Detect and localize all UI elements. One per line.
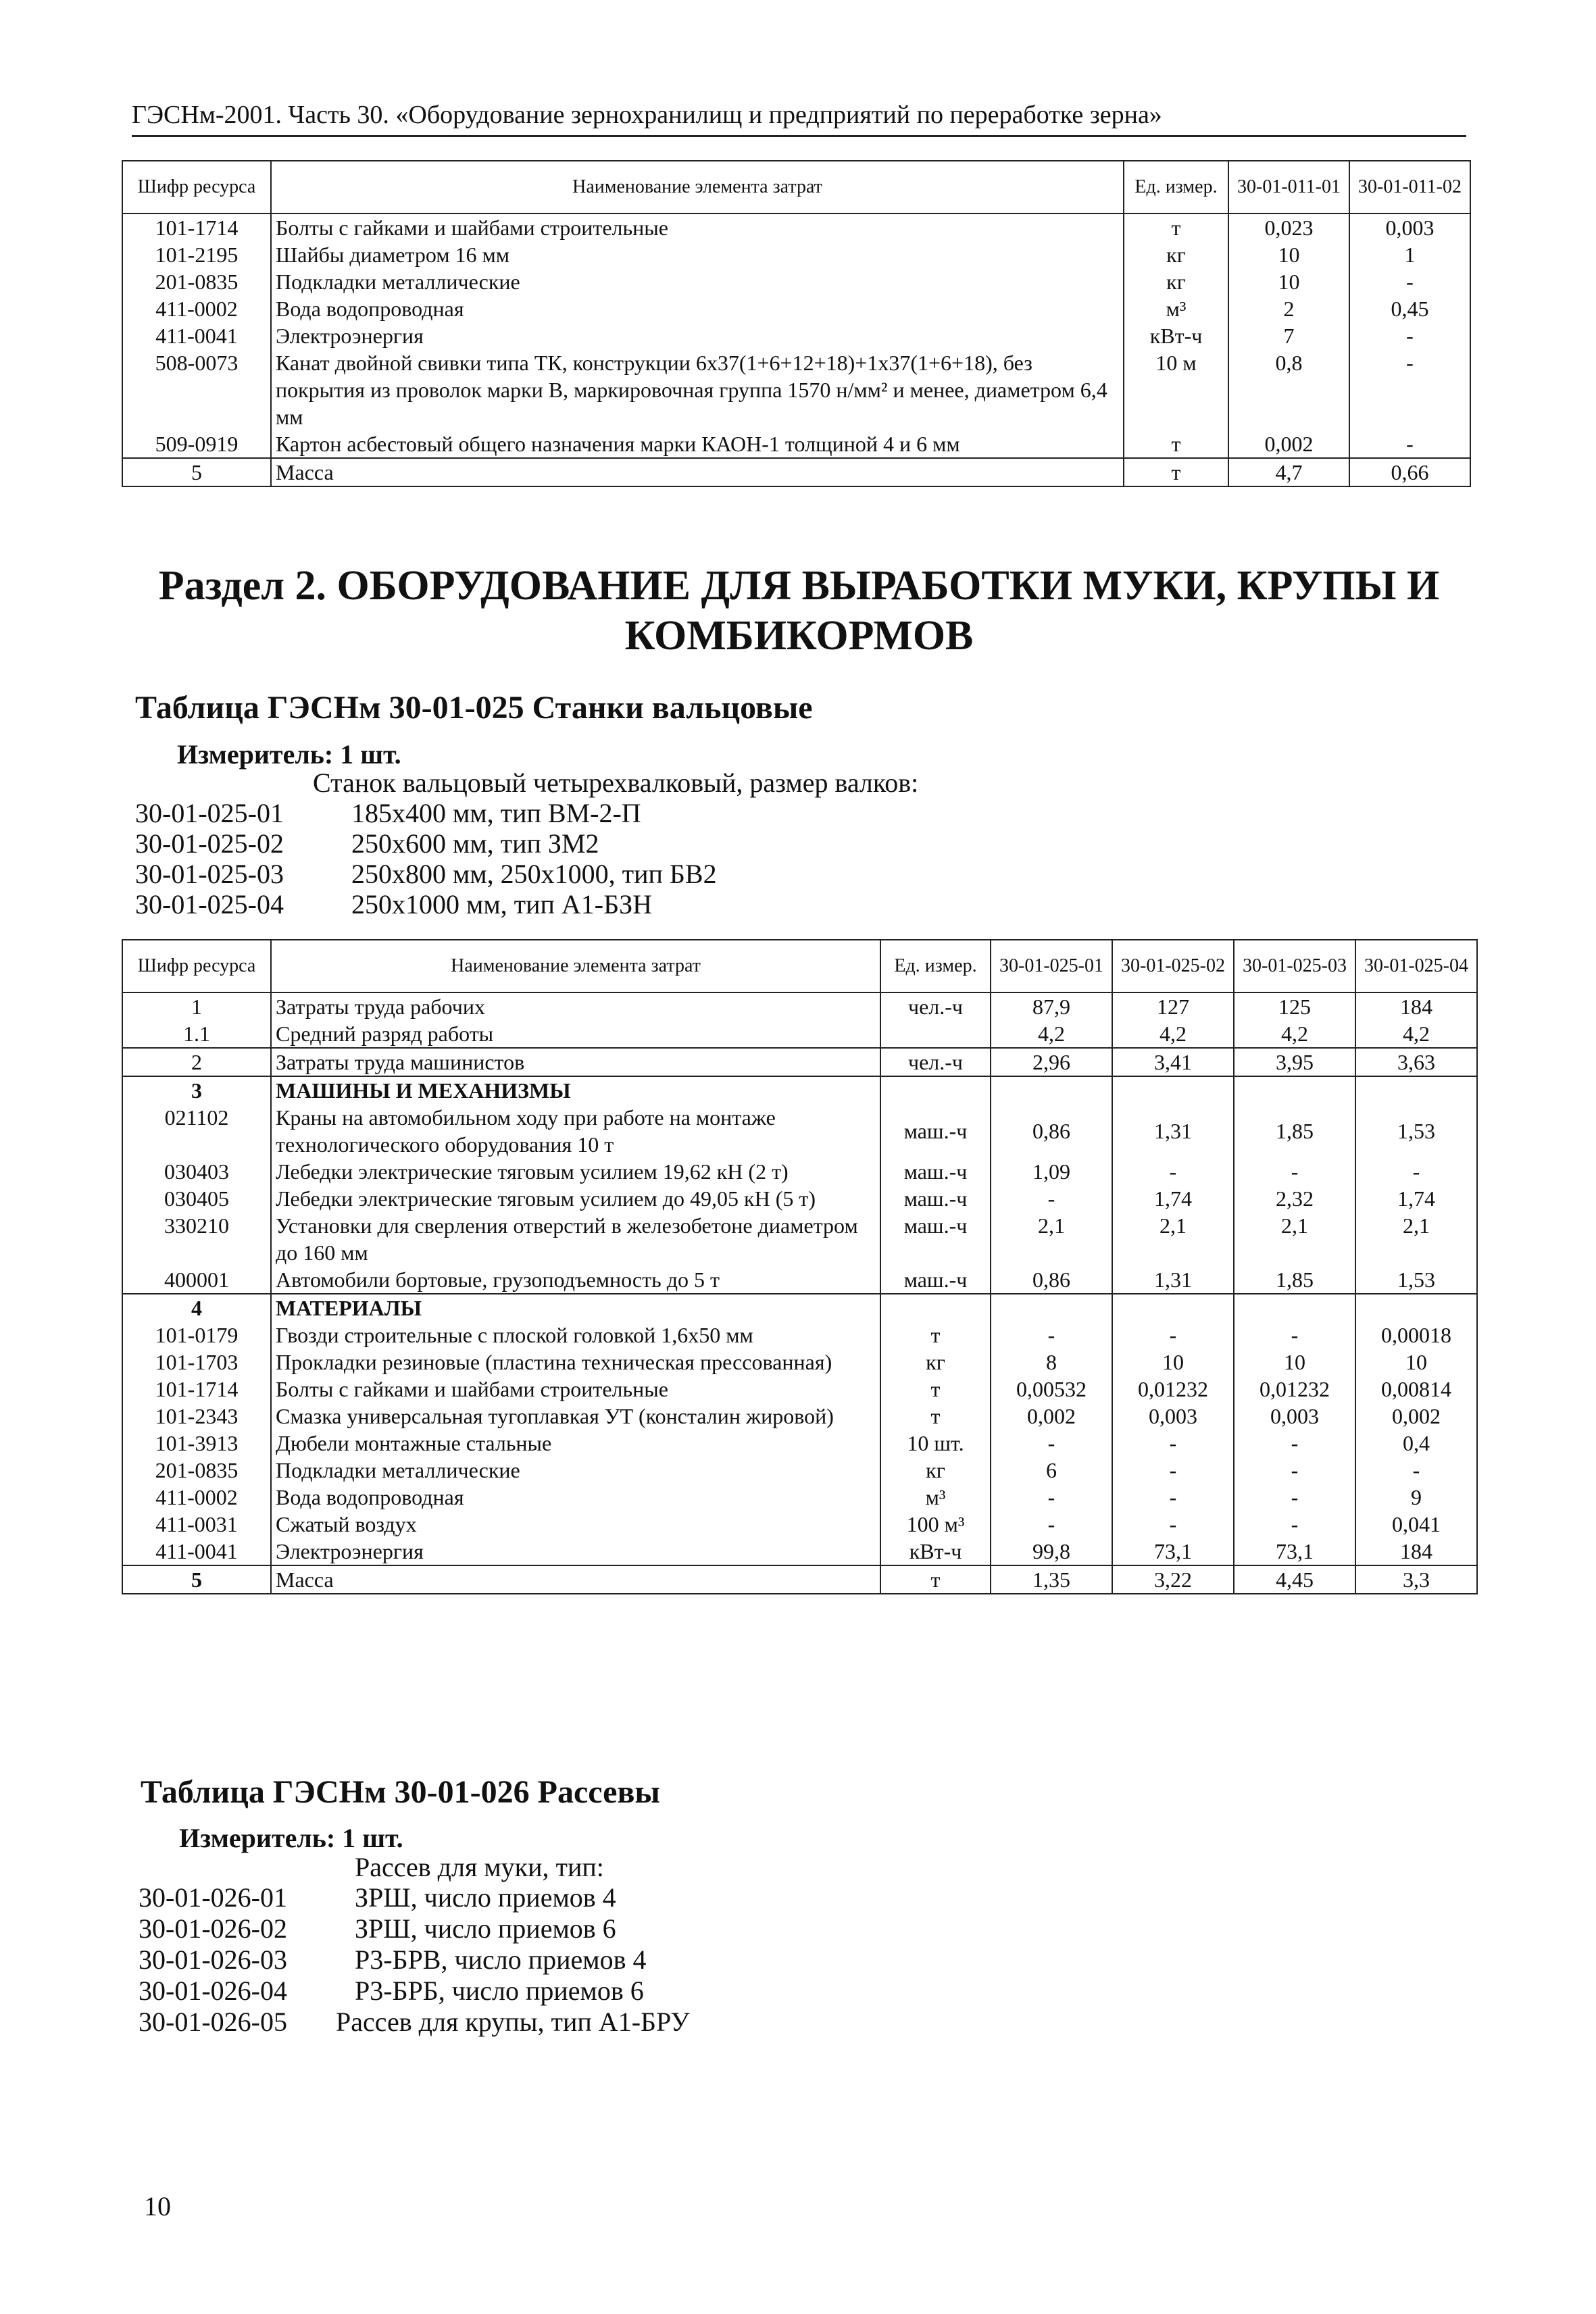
item-desc: Р3-БРБ, число приемов 6 — [355, 1976, 644, 2006]
cell-value: 2,1 — [991, 1212, 1112, 1266]
cell-value: 3,63 — [1355, 1048, 1477, 1076]
cell-value: 4,7 — [1228, 458, 1349, 486]
cell-code: 101-3913 — [122, 1430, 271, 1457]
table-row-mass — [122, 1565, 1477, 1594]
cell-value: 184 — [1355, 992, 1477, 1020]
item-code: 30-01-026-03 — [139, 1944, 287, 1975]
cell-code: 201-0835 — [122, 1457, 271, 1484]
cell-code: 201-0835 — [122, 268, 271, 295]
cell-value: - — [991, 1185, 1112, 1212]
cell-name: Дюбели монтажные стальные — [271, 1430, 880, 1457]
table-row — [122, 1457, 1477, 1484]
item-desc: 250х1000 мм, тип А1-БЗН — [351, 889, 653, 920]
cell-value: 3,41 — [1112, 1048, 1234, 1076]
col-header-name: Наименование элемента затрат — [271, 940, 880, 992]
cell-value: - — [1349, 430, 1470, 458]
table-row — [122, 1349, 1477, 1376]
col-header-025-02: 30-01-025-02 — [1112, 940, 1234, 992]
cell-value: - — [1355, 1158, 1477, 1185]
table-row — [122, 349, 1470, 430]
cell-value: 1,74 — [1112, 1185, 1234, 1212]
intro-025: Станок вальцовый четырехвалковый, размер валков: — [313, 768, 919, 798]
cell-code: 101-1714 — [122, 1376, 271, 1403]
cell-value: 3,3 — [1355, 1565, 1477, 1594]
table-row-section-materials — [122, 1294, 1477, 1322]
cell-value: - — [1234, 1430, 1355, 1457]
page-number: 10 — [144, 2191, 171, 2221]
col-header-unit: Ед. измер. — [880, 940, 991, 992]
cell-value: 87,9 — [991, 992, 1112, 1020]
cell-code: 411-0002 — [122, 1484, 271, 1511]
table-row-mass — [122, 458, 1470, 486]
cell-value: - — [1112, 1457, 1234, 1484]
cell-value: 0,002 — [1228, 430, 1349, 458]
cell-value: 1,35 — [991, 1565, 1112, 1594]
cell-value: 0,86 — [991, 1104, 1112, 1158]
cell-value: - — [1234, 1457, 1355, 1484]
resources-table-025 — [122, 939, 1478, 1594]
table-row — [122, 241, 1470, 268]
cell-value: 1,31 — [1112, 1104, 1234, 1158]
table-row — [122, 295, 1470, 322]
cell-code: 101-2343 — [122, 1403, 271, 1430]
cell-code: 101-2195 — [122, 241, 271, 268]
cell-unit: кг — [880, 1349, 991, 1376]
cell-value: 4,2 — [1355, 1020, 1477, 1048]
cell-code: 3 — [122, 1076, 271, 1104]
cell-value: 3,22 — [1112, 1565, 1234, 1594]
cell-value — [991, 1294, 1112, 1322]
cell-value: - — [1112, 1158, 1234, 1185]
cell-value: 0,023 — [1228, 213, 1349, 241]
table-row — [122, 430, 1470, 458]
cell-unit: кВт-ч — [1124, 322, 1228, 349]
col-header-name: Наименование элемента затрат — [271, 161, 1124, 213]
cell-code: 030405 — [122, 1185, 271, 1212]
cell-unit: т — [1124, 430, 1228, 458]
cell-name: МАШИНЫ И МЕХАНИЗМЫ — [271, 1076, 880, 1104]
cell-unit: маш.-ч — [880, 1158, 991, 1185]
cell-value: 4,2 — [1234, 1020, 1355, 1048]
cell-value: - — [1112, 1430, 1234, 1457]
col-header-code: Шифр ресурса — [122, 940, 271, 992]
table-row — [122, 992, 1477, 1020]
cell-code: 411-0031 — [122, 1511, 271, 1538]
cell-code: 5 — [122, 458, 271, 486]
cell-value: 0,002 — [1355, 1403, 1477, 1430]
cell-unit: т — [880, 1322, 991, 1349]
cell-value: 1 — [1349, 241, 1470, 268]
cell-value: 0,002 — [991, 1403, 1112, 1430]
table-title-025: Таблица ГЭСНм 30-01-025 Станки вальцовые — [135, 690, 813, 726]
col-header-025-03: 30-01-025-03 — [1234, 940, 1355, 992]
resources-table-011 — [122, 160, 1471, 487]
cell-value: 10 — [1228, 268, 1349, 295]
measurer-025: Измеритель: 1 шт. — [177, 739, 401, 770]
cell-name: Электроэнергия — [271, 322, 1124, 349]
table-title-026: Таблица ГЭСНм 30-01-026 Рассевы — [141, 1774, 660, 1810]
cell-value: 0,003 — [1112, 1403, 1234, 1430]
cell-unit: маш.-ч — [880, 1266, 991, 1294]
table-row — [122, 1484, 1477, 1511]
cell-code: 5 — [122, 1565, 271, 1594]
cell-unit: кВт-ч — [880, 1538, 991, 1565]
cell-code: 2 — [122, 1048, 271, 1076]
cell-code: 509-0919 — [122, 430, 271, 458]
cell-value — [991, 1076, 1112, 1104]
cell-value: 1,85 — [1234, 1104, 1355, 1158]
item-code: 30-01-026-04 — [139, 1976, 287, 2006]
cell-value: 1,53 — [1355, 1266, 1477, 1294]
item-code: 30-01-026-05 — [139, 2007, 287, 2037]
cell-value: 1,31 — [1112, 1266, 1234, 1294]
cell-unit: маш.-ч — [880, 1185, 991, 1212]
cell-value: 10 — [1355, 1349, 1477, 1376]
cell-value: - — [1112, 1511, 1234, 1538]
cell-value: 1,09 — [991, 1158, 1112, 1185]
cell-value: 0,003 — [1234, 1403, 1355, 1430]
table-row — [122, 1538, 1477, 1565]
cell-value: 4,45 — [1234, 1565, 1355, 1594]
cell-unit: т — [880, 1403, 991, 1430]
cell-name: Средний разряд работы — [271, 1020, 880, 1048]
cell-name: Смазка универсальная тугоплавкая УТ (консталин жировой) — [271, 1403, 880, 1430]
item-desc: ЗРШ, число приемов 6 — [355, 1913, 616, 1944]
cell-value: 1,74 — [1355, 1185, 1477, 1212]
cell-value: 7 — [1228, 322, 1349, 349]
cell-value — [1355, 1294, 1477, 1322]
cell-name: Затраты труда машинистов — [271, 1048, 880, 1076]
cell-value: 9 — [1355, 1484, 1477, 1511]
cell-value: 8 — [991, 1349, 1112, 1376]
cell-value: - — [1349, 322, 1470, 349]
cell-code: 508-0073 — [122, 349, 271, 430]
cell-value: 2 — [1228, 295, 1349, 322]
cell-unit — [880, 1020, 991, 1048]
cell-value: 125 — [1234, 992, 1355, 1020]
cell-code: 1 — [122, 992, 271, 1020]
cell-value: 3,95 — [1234, 1048, 1355, 1076]
table-row — [122, 1104, 1477, 1158]
cell-name: Лебедки электрические тяговым усилием 19,62 кН (2 т) — [271, 1158, 880, 1185]
col-header-011-01: 30-01-011-01 — [1228, 161, 1349, 213]
cell-value: - — [1234, 1158, 1355, 1185]
cell-code: 1.1 — [122, 1020, 271, 1048]
cell-value: 10 — [1112, 1349, 1234, 1376]
cell-value: - — [1234, 1511, 1355, 1538]
cell-code: 101-1703 — [122, 1349, 271, 1376]
cell-name: МАТЕРИАЛЫ — [271, 1294, 880, 1322]
cell-unit — [880, 1076, 991, 1104]
cell-name: Подкладки металлические — [271, 268, 1124, 295]
cell-unit: чел.-ч — [880, 1048, 991, 1076]
running-header: ГЭСНм-2001. Часть 30. «Оборудование зернохранилищ и предприятий по переработке зерна» — [132, 101, 1162, 129]
cell-value: 0,00018 — [1355, 1322, 1477, 1349]
item-code: 30-01-026-02 — [139, 1913, 287, 1944]
cell-name: Вода водопроводная — [271, 295, 1124, 322]
cell-name: Картон асбестовый общего назначения марки КАОН-1 толщиной 4 и 6 мм — [271, 430, 1124, 458]
cell-code: 021102 — [122, 1104, 271, 1158]
cell-value: - — [1234, 1322, 1355, 1349]
header-rule — [132, 135, 1466, 137]
cell-name: Автомобили бортовые, грузоподъемность до 5 т — [271, 1266, 880, 1294]
cell-name: Гвозди строительные с плоской головкой 1,6х50 мм — [271, 1322, 880, 1349]
cell-name: Прокладки резиновые (пластина техническая прессованная) — [271, 1349, 880, 1376]
cell-value: 1,85 — [1234, 1266, 1355, 1294]
cell-code: 4 — [122, 1294, 271, 1322]
cell-name: Сжатый воздух — [271, 1511, 880, 1538]
cell-unit: м³ — [1124, 295, 1228, 322]
cell-value: 0,041 — [1355, 1511, 1477, 1538]
table-row — [122, 268, 1470, 295]
table-row — [122, 1158, 1477, 1185]
cell-name: Болты с гайками и шайбами строительные — [271, 213, 1124, 241]
cell-value: 0,45 — [1349, 295, 1470, 322]
table-row — [122, 1511, 1477, 1538]
cell-value: - — [1234, 1484, 1355, 1511]
cell-value: 0,01232 — [1234, 1376, 1355, 1403]
cell-code: 030403 — [122, 1158, 271, 1185]
cell-value: 0,4 — [1355, 1430, 1477, 1457]
intro-026: Рассев для муки, тип: — [355, 1852, 604, 1882]
cell-value: 73,1 — [1234, 1538, 1355, 1565]
cell-value: 2,32 — [1234, 1185, 1355, 1212]
cell-unit: маш.-ч — [880, 1104, 991, 1158]
cell-unit: т — [880, 1376, 991, 1403]
table-row — [122, 1376, 1477, 1403]
col-header-011-02: 30-01-011-02 — [1349, 161, 1470, 213]
table-row — [122, 1212, 1477, 1266]
cell-value — [1234, 1294, 1355, 1322]
cell-value: 6 — [991, 1457, 1112, 1484]
cell-name: Затраты труда рабочих — [271, 992, 880, 1020]
cell-unit: м³ — [880, 1484, 991, 1511]
col-header-025-01: 30-01-025-01 — [991, 940, 1112, 992]
cell-value: 0,00532 — [991, 1376, 1112, 1403]
cell-code: 411-0002 — [122, 295, 271, 322]
col-header-code: Шифр ресурса — [122, 161, 271, 213]
cell-unit: чел.-ч — [880, 992, 991, 1020]
cell-value — [1112, 1294, 1234, 1322]
cell-unit: т — [880, 1565, 991, 1594]
cell-value: 1,53 — [1355, 1104, 1477, 1158]
table-row — [122, 1020, 1477, 1048]
cell-code: 101-1714 — [122, 213, 271, 241]
cell-value: - — [1355, 1457, 1477, 1484]
cell-name: Масса — [271, 1565, 880, 1594]
cell-name: Установки для сверления отверстий в железобетоне диаметром до 160 мм — [271, 1212, 880, 1266]
item-code: 30-01-025-04 — [135, 889, 284, 920]
cell-value: 0,8 — [1228, 349, 1349, 430]
col-header-unit: Ед. измер. — [1124, 161, 1228, 213]
cell-value: 2,1 — [1355, 1212, 1477, 1266]
cell-value: - — [1349, 349, 1470, 430]
cell-value: 0,003 — [1349, 213, 1470, 241]
cell-unit — [880, 1294, 991, 1322]
cell-value: 2,96 — [991, 1048, 1112, 1076]
cell-name: Масса — [271, 458, 1124, 486]
cell-unit: т — [1124, 458, 1228, 486]
cell-name: Подкладки металлические — [271, 1457, 880, 1484]
cell-name: Вода водопроводная — [271, 1484, 880, 1511]
table-row-section-machines — [122, 1076, 1477, 1104]
measurer-026: Измеритель: 1 шт. — [179, 1823, 403, 1853]
cell-value: 184 — [1355, 1538, 1477, 1565]
cell-unit: 10 шт. — [880, 1430, 991, 1457]
cell-value: - — [1349, 268, 1470, 295]
cell-unit: кг — [1124, 268, 1228, 295]
cell-value: - — [1112, 1484, 1234, 1511]
cell-unit: кг — [1124, 241, 1228, 268]
item-code: 30-01-026-01 — [139, 1882, 287, 1913]
section-title: Раздел 2. ОБОРУДОВАНИЕ ДЛЯ ВЫРАБОТКИ МУКИ, КРУПЫ И КОМБИКОРМОВ — [158, 563, 1440, 659]
item-desc: 250х600 мм, тип ЗМ2 — [351, 828, 599, 859]
cell-value: 4,2 — [1112, 1020, 1234, 1048]
table-row — [122, 1403, 1477, 1430]
cell-value: - — [991, 1322, 1112, 1349]
cell-value: 99,8 — [991, 1538, 1112, 1565]
cell-value: 0,66 — [1349, 458, 1470, 486]
cell-value: 4,2 — [991, 1020, 1112, 1048]
item-code: 30-01-025-01 — [135, 798, 284, 828]
table-row — [122, 1185, 1477, 1212]
table-row — [122, 1048, 1477, 1076]
cell-value: - — [991, 1430, 1112, 1457]
cell-unit: 10 м — [1124, 349, 1228, 430]
cell-value — [1355, 1076, 1477, 1104]
cell-code: 411-0041 — [122, 1538, 271, 1565]
cell-value: 73,1 — [1112, 1538, 1234, 1565]
table-row — [122, 1266, 1477, 1294]
item-desc: Р3-БРВ, число приемов 4 — [355, 1944, 647, 1975]
cell-code: 400001 — [122, 1266, 271, 1294]
item-desc: 185х400 мм, тип ВМ-2-П — [351, 798, 641, 828]
cell-code: 101-0179 — [122, 1322, 271, 1349]
cell-name: Болты с гайками и шайбами строительные — [271, 1376, 880, 1403]
cell-value: 10 — [1228, 241, 1349, 268]
cell-value: 0,01232 — [1112, 1376, 1234, 1403]
cell-value: - — [991, 1511, 1112, 1538]
cell-unit: т — [1124, 213, 1228, 241]
cell-value: 127 — [1112, 992, 1234, 1020]
cell-value: 10 — [1234, 1349, 1355, 1376]
cell-name: Канат двойной свивки типа ТК, конструкции 6х37(1+6+12+18)+1х37(1+6+18), без покрытия из проволок марки В, маркировочная группа 1570 н/мм² и менее, диаметром 6,4 мм — [271, 349, 1124, 430]
item-code: 30-01-025-03 — [135, 859, 284, 889]
cell-value — [1112, 1076, 1234, 1104]
table-row — [122, 213, 1470, 241]
cell-value: 0,86 — [991, 1266, 1112, 1294]
cell-name: Электроэнергия — [271, 1538, 880, 1565]
table-row — [122, 1430, 1477, 1457]
cell-value: 0,00814 — [1355, 1376, 1477, 1403]
cell-unit: маш.-ч — [880, 1212, 991, 1266]
cell-unit: кг — [880, 1457, 991, 1484]
cell-name: Краны на автомобильном ходу при работе на монтаже технологического оборудования 10 т — [271, 1104, 880, 1158]
cell-value — [1234, 1076, 1355, 1104]
cell-unit: 100 м³ — [880, 1511, 991, 1538]
cell-value: 2,1 — [1112, 1212, 1234, 1266]
cell-code: 411-0041 — [122, 322, 271, 349]
cell-value: 2,1 — [1234, 1212, 1355, 1266]
col-header-025-04: 30-01-025-04 — [1355, 940, 1477, 992]
cell-code: 330210 — [122, 1212, 271, 1266]
item-desc: 250х800 мм, 250х1000, тип БВ2 — [351, 859, 717, 889]
item-desc: Рассев для крупы, тип А1-БРУ — [336, 2007, 690, 2037]
item-desc: ЗРШ, число приемов 4 — [355, 1882, 616, 1913]
cell-name: Шайбы диаметром 16 мм — [271, 241, 1124, 268]
table-row — [122, 322, 1470, 349]
cell-value: - — [991, 1484, 1112, 1511]
cell-name: Лебедки электрические тяговым усилием до 49,05 кН (5 т) — [271, 1185, 880, 1212]
cell-value: - — [1112, 1322, 1234, 1349]
item-code: 30-01-025-02 — [135, 828, 284, 859]
table-row — [122, 1322, 1477, 1349]
